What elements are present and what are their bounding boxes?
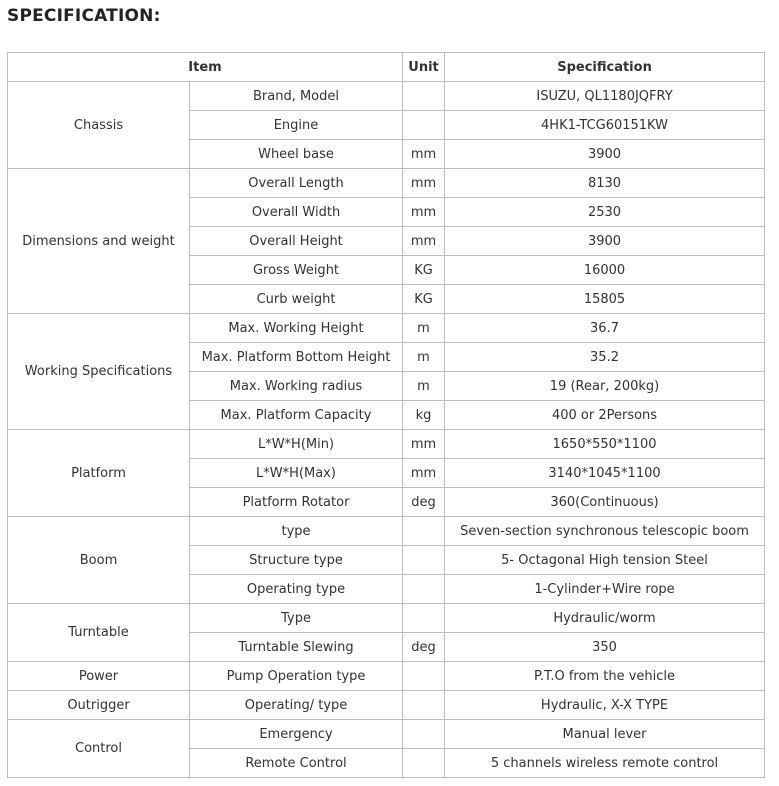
- specification-table: [7, 52, 765, 778]
- group-name-cell: Turntable: [8, 604, 190, 662]
- unit-cell: [403, 111, 445, 140]
- item-cell: Max. Working Height: [190, 314, 403, 343]
- group-name-cell: Dimensions and weight: [8, 169, 190, 314]
- table-row: [8, 314, 765, 343]
- specification-cell: Seven-section synchronous telescopic boom: [445, 517, 765, 546]
- specification-cell: 5 channels wireless remote control: [445, 749, 765, 778]
- specification-cell: ISUZU, QL1180JQFRY: [445, 82, 765, 111]
- unit-cell: mm: [403, 169, 445, 198]
- specification-cell: Manual lever: [445, 720, 765, 749]
- item-cell: Engine: [190, 111, 403, 140]
- table-row: [8, 430, 765, 459]
- unit-cell: [403, 517, 445, 546]
- item-cell: type: [190, 517, 403, 546]
- header-unit: Unit: [403, 53, 445, 82]
- group-name-cell: Outrigger: [8, 691, 190, 720]
- group-name-cell: Boom: [8, 517, 190, 604]
- page-title: SPECIFICATION:: [7, 6, 161, 26]
- group-name-cell: Working Specifications: [8, 314, 190, 430]
- table-body: [8, 82, 765, 778]
- unit-cell: mm: [403, 430, 445, 459]
- group-name-cell: Platform: [8, 430, 190, 517]
- unit-cell: [403, 82, 445, 111]
- specification-cell: Hydraulic, X-X TYPE: [445, 691, 765, 720]
- item-cell: Max. Working radius: [190, 372, 403, 401]
- item-cell: Overall Length: [190, 169, 403, 198]
- specification-cell: 36.7: [445, 314, 765, 343]
- item-cell: Turntable Slewing: [190, 633, 403, 662]
- group-name-cell: Power: [8, 662, 190, 691]
- unit-cell: [403, 575, 445, 604]
- specification-cell: 8130: [445, 169, 765, 198]
- item-cell: Brand, Model: [190, 82, 403, 111]
- item-cell: Gross Weight: [190, 256, 403, 285]
- item-cell: Platform Rotator: [190, 488, 403, 517]
- specification-cell: 3900: [445, 227, 765, 256]
- specification-cell: 16000: [445, 256, 765, 285]
- unit-cell: m: [403, 372, 445, 401]
- group-name-cell: Chassis: [8, 82, 190, 169]
- specification-cell: 35.2: [445, 343, 765, 372]
- table-row: [8, 517, 765, 546]
- specification-cell: 1650*550*1100: [445, 430, 765, 459]
- unit-cell: m: [403, 314, 445, 343]
- specification-cell: 400 or 2Persons: [445, 401, 765, 430]
- specification-cell: 5- Octagonal High tension Steel: [445, 546, 765, 575]
- unit-cell: deg: [403, 633, 445, 662]
- item-cell: Overall Height: [190, 227, 403, 256]
- specification-cell: 350: [445, 633, 765, 662]
- specification-cell: P.T.O from the vehicle: [445, 662, 765, 691]
- specification-cell: 1-Cylinder+Wire rope: [445, 575, 765, 604]
- item-cell: Structure type: [190, 546, 403, 575]
- item-cell: Pump Operation type: [190, 662, 403, 691]
- unit-cell: [403, 720, 445, 749]
- table-row: [8, 691, 765, 720]
- unit-cell: [403, 691, 445, 720]
- unit-cell: KG: [403, 285, 445, 314]
- specification-cell: Hydraulic/worm: [445, 604, 765, 633]
- unit-cell: mm: [403, 227, 445, 256]
- unit-cell: mm: [403, 459, 445, 488]
- table-row: [8, 82, 765, 111]
- specification-cell: 4HK1-TCG60151KW: [445, 111, 765, 140]
- unit-cell: deg: [403, 488, 445, 517]
- specification-cell: 360(Continuous): [445, 488, 765, 517]
- specification-cell: 3900: [445, 140, 765, 169]
- unit-cell: mm: [403, 140, 445, 169]
- unit-cell: [403, 604, 445, 633]
- item-cell: L*W*H(Min): [190, 430, 403, 459]
- specification-cell: 3140*1045*1100: [445, 459, 765, 488]
- item-cell: Overall Width: [190, 198, 403, 227]
- group-name-cell: Control: [8, 720, 190, 778]
- item-cell: Operating type: [190, 575, 403, 604]
- specification-cell: 2530: [445, 198, 765, 227]
- unit-cell: kg: [403, 401, 445, 430]
- specification-cell: 15805: [445, 285, 765, 314]
- unit-cell: [403, 546, 445, 575]
- item-cell: Max. Platform Bottom Height: [190, 343, 403, 372]
- header-specification: Specification: [445, 53, 765, 82]
- item-cell: Type: [190, 604, 403, 633]
- item-cell: Emergency: [190, 720, 403, 749]
- unit-cell: [403, 662, 445, 691]
- unit-cell: mm: [403, 198, 445, 227]
- item-cell: Wheel base: [190, 140, 403, 169]
- unit-cell: KG: [403, 256, 445, 285]
- item-cell: Curb weight: [190, 285, 403, 314]
- unit-cell: [403, 749, 445, 778]
- table-row: [8, 604, 765, 633]
- item-cell: Remote Control: [190, 749, 403, 778]
- specification-cell: 19 (Rear, 200kg): [445, 372, 765, 401]
- table-row: [8, 720, 765, 749]
- item-cell: L*W*H(Max): [190, 459, 403, 488]
- item-cell: Operating/ type: [190, 691, 403, 720]
- header-item: Item: [8, 53, 403, 82]
- table-row: [8, 662, 765, 691]
- table-row: [8, 169, 765, 198]
- header-row: [8, 53, 765, 82]
- item-cell: Max. Platform Capacity: [190, 401, 403, 430]
- unit-cell: m: [403, 343, 445, 372]
